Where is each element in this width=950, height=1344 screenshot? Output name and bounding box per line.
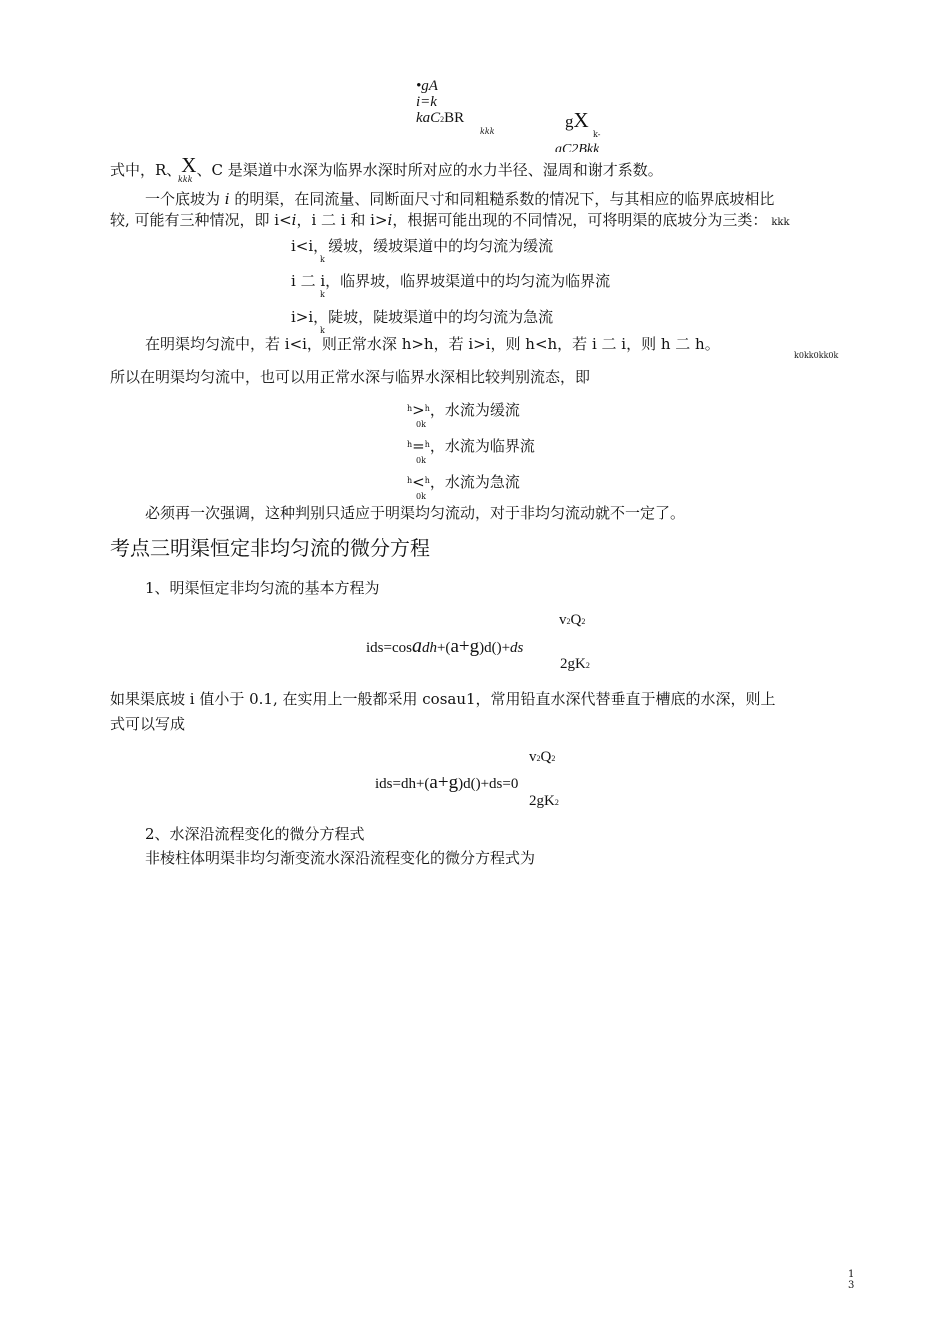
section-title: 考点三明渠恒定非均匀流的微分方程 [110,536,430,560]
para1-sub: kkk [178,175,193,184]
slope-critical: i 二 i，临界坡，临界坡渠道中的均匀流为临界流 [291,272,611,290]
formula-top-denominator: aC2Bkk [555,142,600,152]
item1-text: 1、明渠恒定非均匀流的基本方程为 [145,579,380,597]
flow-supercritical: $^h$<$^h$，水流为急流 [407,473,520,491]
flow-critical-sub: 0k [416,456,426,465]
eq2-main: ids=dh+(a+g)d()+ds=0 [375,772,519,793]
eq2-denominator: 2gK2 [529,793,559,809]
formula-top-k-minus: k- [593,130,601,139]
slope-critical-sub: k [320,290,325,299]
slope-mild: i<i，缓坡，缓坡渠道中的均匀流为缓流 [291,237,554,255]
eq1-main: ids=cosadh+(a+g)d()+ds [366,635,524,657]
page-number-bottom: 3 [848,1280,855,1291]
para3-sub-right: k0kk0kk0k [794,351,839,360]
eq2-numerator: v2Q2 [529,749,556,765]
slope-steep: i>i，陡坡，陡坡渠道中的均匀流为急流 [291,308,554,326]
formula-top-gx: gX [565,108,589,132]
formula-top-line2: i=k [416,94,437,110]
item2-text: 2、水深沿流程变化的微分方程式 [145,825,365,843]
flow-subcritical: $^h$>$^h$，水流为缓流 [407,401,520,419]
page-number-top: 1 [848,1269,855,1280]
flow-critical: $^h$=$^h$，水流为临界流 [407,437,535,455]
formula-top-line1: •gA [416,78,438,94]
para3-line1: 在明渠均匀流中，若 i<i，则正常水深 h>h，若 i>i，则 h<h，若 i 二 i，则 h 二 h。 [145,335,720,353]
para1-text: 式中，R、X、C 是渠道中水深为临界水深时所对应的水力半径、湿周和谢才系数。 [110,153,663,179]
para5-text: 非棱柱体明渠非均匀渐变流水深沿流程变化的微分方程式为 [145,849,536,867]
para2-line1: 一个底坡为 i 的明渠，在同流量、同断面尺寸和同粗糙系数的情况下，与其相应的临界底坡相比 [145,190,775,208]
para3-line2: 所以在明渠均匀流中，也可以用正常水深与临界水深相比较判别流态，即 [110,368,591,386]
emphasis-text: 必须再一次强调，这种判别只适应于明渠均匀流动，对于非均匀流动就不一定了。 [145,504,686,522]
para4-line2: 式可以写成 [110,715,186,733]
para4-line1: 如果渠底坡 i 值小于 0.1, 在实用上一般都采用 cosau1，常用铅直水深代替垂直于槽底的水深，则上 [110,690,776,708]
eq1-denominator: 2gK2 [560,656,590,672]
eq1-numerator: v2Q2 [559,612,586,628]
formula-top-kkk: kkk [480,127,495,136]
slope-mild-sub: k [320,255,325,264]
slope-steep-sub: k [320,326,325,335]
formula-top-line3: kaC2BR [416,110,465,126]
flow-supercritical-sub: 0k [416,492,426,501]
flow-subcritical-sub: 0k [416,420,426,429]
para2-line2: 较, 可能有三种情况，即 i<i，i 二 i 和 i>i，根据可能出现的不同情况，可将明渠的底坡分为三类： kkk [110,211,790,229]
